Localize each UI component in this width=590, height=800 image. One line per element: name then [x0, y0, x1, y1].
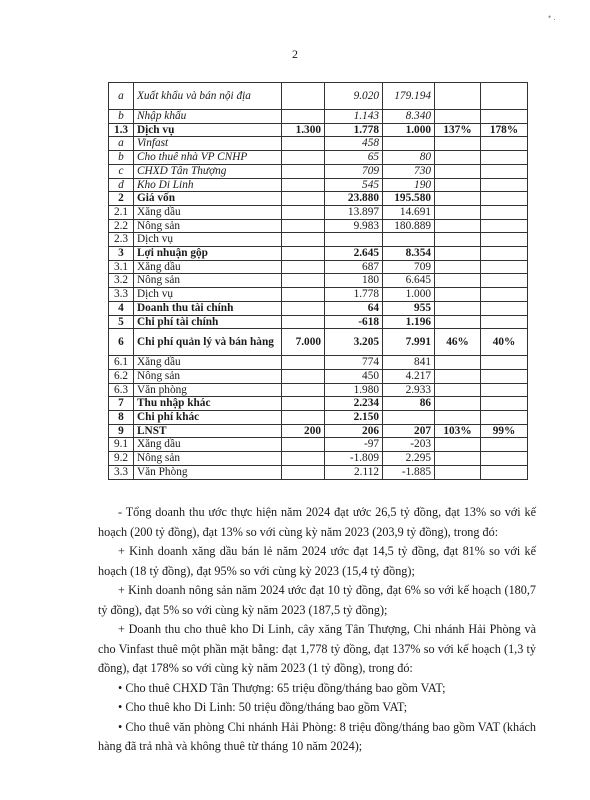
cell-actual: -97 — [325, 438, 383, 452]
cell-previous-year: 730 — [383, 164, 435, 178]
table-row — [109, 369, 528, 383]
table-row — [109, 411, 528, 425]
cell-index: 6.2 — [109, 369, 134, 383]
cell-previous-year: 190 — [383, 178, 435, 192]
cell-percent-plan — [435, 83, 481, 110]
cell-previous-year: 2.295 — [383, 452, 435, 466]
cell-actual: -1.809 — [325, 452, 383, 466]
cell-index: 3.3 — [109, 465, 134, 479]
cell-index: 4 — [109, 301, 134, 315]
cell-item-name: CHXD Tân Thượng — [134, 164, 282, 178]
cell-index: a — [109, 137, 134, 151]
cell-percent-plan: 46% — [435, 329, 481, 356]
cell-actual: 9.983 — [325, 219, 383, 233]
cell-item-name: LNST — [134, 424, 282, 438]
table-row — [109, 192, 528, 206]
cell-percent-plan — [435, 383, 481, 397]
cell-plan — [282, 397, 325, 411]
cell-plan — [282, 260, 325, 274]
cell-item-name: Nông sản — [134, 452, 282, 466]
cell-index: 9.2 — [109, 452, 134, 466]
cell-plan — [282, 83, 325, 110]
table-row — [109, 164, 528, 178]
cell-previous-year: 2.933 — [383, 383, 435, 397]
cell-previous-year: 180.889 — [383, 219, 435, 233]
body-text — [98, 503, 536, 757]
cell-previous-year: 1.000 — [383, 123, 435, 137]
cell-percent-plan — [435, 110, 481, 124]
table-row — [109, 465, 528, 479]
cell-item-name: Cho thuê nhà VP CNHP — [134, 151, 282, 165]
cell-item-name: Giá vốn — [134, 192, 282, 206]
table-row — [109, 260, 528, 274]
cell-item-name: Doanh thu tài chính — [134, 301, 282, 315]
table-row — [109, 397, 528, 411]
table-row — [109, 356, 528, 370]
cell-actual: 1.778 — [325, 288, 383, 302]
cell-percent-previous — [481, 301, 528, 315]
cell-item-name: Văn phòng — [134, 383, 282, 397]
cell-item-name: Nông sản — [134, 274, 282, 288]
table-row — [109, 301, 528, 315]
cell-previous-year: 4.217 — [383, 369, 435, 383]
cell-percent-previous — [481, 315, 528, 329]
cell-item-name: Vinfast — [134, 137, 282, 151]
table-body — [109, 83, 528, 480]
cell-percent-previous — [481, 192, 528, 206]
cell-item-name: Dịch vụ — [134, 288, 282, 302]
cell-item-name: Xăng dầu — [134, 205, 282, 219]
cell-plan — [282, 219, 325, 233]
bullet-tan-thuong: • Cho thuê CHXD Tân Thượng: 65 triệu đồng/tháng bao gồm VAT; — [118, 680, 446, 695]
cell-percent-plan — [435, 465, 481, 479]
cell-percent-plan — [435, 452, 481, 466]
cell-actual: -618 — [325, 315, 383, 329]
cell-index: a — [109, 83, 134, 110]
cell-item-name: Xăng dầu — [134, 438, 282, 452]
cell-plan — [282, 369, 325, 383]
cell-actual: 687 — [325, 260, 383, 274]
table-row — [109, 233, 528, 247]
cell-plan — [282, 110, 325, 124]
cell-actual: 3.205 — [325, 329, 383, 356]
cell-index: c — [109, 164, 134, 178]
table-row — [109, 247, 528, 261]
cell-actual: 2.234 — [325, 397, 383, 411]
cell-index: 2.1 — [109, 205, 134, 219]
cell-item-name: Kho Di Linh — [134, 178, 282, 192]
cell-previous-year: 1.000 — [383, 288, 435, 302]
cell-plan — [282, 411, 325, 425]
cell-percent-previous — [481, 383, 528, 397]
cell-item-name: Xăng dầu — [134, 260, 282, 274]
cell-item-name: Nông sản — [134, 219, 282, 233]
cell-item-name: Chi phí khác — [134, 411, 282, 425]
cell-actual: 458 — [325, 137, 383, 151]
cell-percent-previous — [481, 110, 528, 124]
cell-plan — [282, 274, 325, 288]
cell-index: b — [109, 110, 134, 124]
cell-item-name: Xuất khẩu và bán nội địa — [134, 83, 282, 110]
cell-item-name: Nhập khẩu — [134, 110, 282, 124]
cell-plan — [282, 233, 325, 247]
cell-item-name: Chi phí tài chính — [134, 315, 282, 329]
cell-actual: 13.897 — [325, 205, 383, 219]
cell-index: 6 — [109, 329, 134, 356]
cell-percent-previous — [481, 397, 528, 411]
paragraph-fuel-retail: + Kinh doanh xăng dầu bán lẻ năm 2024 ước đạt 14,5 tỷ đồng, đạt 81% so với kế hoạch (18 tỷ đồng), đạt 95% so với cùng kỳ 2023 (15,4 tỷ đồng); — [98, 544, 536, 578]
cell-percent-plan — [435, 233, 481, 247]
cell-plan: 1.300 — [282, 123, 325, 137]
cell-plan — [282, 315, 325, 329]
cell-index: 1.3 — [109, 123, 134, 137]
cell-plan — [282, 151, 325, 165]
cell-plan — [282, 137, 325, 151]
cell-plan — [282, 438, 325, 452]
cell-previous-year: 8.340 — [383, 110, 435, 124]
cell-percent-previous — [481, 151, 528, 165]
cell-actual: 2.150 — [325, 411, 383, 425]
table-row — [109, 438, 528, 452]
cell-previous-year: 80 — [383, 151, 435, 165]
cell-index: b — [109, 151, 134, 165]
cell-index: 2.2 — [109, 219, 134, 233]
table-row — [109, 123, 528, 137]
paragraph-agri-products: + Kinh doanh nông sản năm 2024 ước đạt 10 tỷ đồng, đạt 6% so với kế hoạch (180,7 tỷ đồng), đạt 5% so với cùng kỳ năm 2023 (187,5 tỷ đồng); — [98, 583, 536, 617]
cell-percent-previous — [481, 288, 528, 302]
cell-percent-previous — [481, 438, 528, 452]
cell-percent-previous — [481, 178, 528, 192]
cell-previous-year: 195.580 — [383, 192, 435, 206]
cell-previous-year — [383, 233, 435, 247]
cell-previous-year: -203 — [383, 438, 435, 452]
cell-actual: 65 — [325, 151, 383, 165]
paragraph-total-revenue: - Tổng doanh thu ước thực hiện năm 2024 đạt ước 26,5 tỷ đồng, đạt 13% so với kế hoạch (200 tỷ đồng), đạt 13% so với cùng kỳ năm 2023 (203,9 tỷ đồng), trong đó: — [98, 505, 536, 539]
cell-plan — [282, 164, 325, 178]
cell-percent-previous — [481, 205, 528, 219]
cell-percent-plan: 103% — [435, 424, 481, 438]
cell-item-name: Dịch vụ — [134, 233, 282, 247]
cell-actual: 9.020 — [325, 83, 383, 110]
cell-index: 2 — [109, 192, 134, 206]
cell-index: 8 — [109, 411, 134, 425]
cell-index: 9 — [109, 424, 134, 438]
cell-previous-year: 709 — [383, 260, 435, 274]
table-row — [109, 424, 528, 438]
cell-percent-plan — [435, 219, 481, 233]
cell-item-name: Lợi nhuận gộp — [134, 247, 282, 261]
cell-actual: 774 — [325, 356, 383, 370]
cell-percent-plan: 137% — [435, 123, 481, 137]
table-row — [109, 274, 528, 288]
cell-plan — [282, 178, 325, 192]
table-row — [109, 452, 528, 466]
cell-plan — [282, 301, 325, 315]
cell-index: d — [109, 178, 134, 192]
cell-actual: 1.980 — [325, 383, 383, 397]
cell-index: 3.1 — [109, 260, 134, 274]
cell-percent-plan — [435, 247, 481, 261]
table-row — [109, 137, 528, 151]
cell-index: 5 — [109, 315, 134, 329]
cell-actual: 2.645 — [325, 247, 383, 261]
cell-percent-plan — [435, 151, 481, 165]
table-row — [109, 205, 528, 219]
cell-percent-previous — [481, 137, 528, 151]
cell-percent-plan — [435, 164, 481, 178]
cell-percent-plan — [435, 192, 481, 206]
cell-index: 9.1 — [109, 438, 134, 452]
table-row — [109, 178, 528, 192]
cell-percent-previous — [481, 274, 528, 288]
cell-percent-plan — [435, 397, 481, 411]
cell-actual: 545 — [325, 178, 383, 192]
cell-item-name: Xăng dầu — [134, 356, 282, 370]
cell-percent-previous — [481, 411, 528, 425]
table-row — [109, 383, 528, 397]
cell-percent-plan — [435, 301, 481, 315]
cell-percent-previous — [481, 83, 528, 110]
cell-percent-plan — [435, 315, 481, 329]
cell-actual: 1.143 — [325, 110, 383, 124]
cell-plan — [282, 205, 325, 219]
cell-percent-plan — [435, 438, 481, 452]
table-row — [109, 151, 528, 165]
cell-percent-previous: 178% — [481, 123, 528, 137]
financial-table — [108, 82, 528, 480]
cell-previous-year — [383, 137, 435, 151]
cell-plan — [282, 356, 325, 370]
cell-index: 3.3 — [109, 288, 134, 302]
cell-previous-year: 1.196 — [383, 315, 435, 329]
cell-previous-year: 8.354 — [383, 247, 435, 261]
cell-percent-plan — [435, 411, 481, 425]
cell-percent-previous — [481, 356, 528, 370]
cell-item-name: Chi phí quản lý và bán hàng — [134, 329, 282, 356]
cell-percent-previous — [481, 247, 528, 261]
cell-percent-plan — [435, 205, 481, 219]
table-row — [109, 329, 528, 356]
bullet-hai-phong: • Cho thuê văn phòng Chi nhánh Hải Phòng: 8 triệu đồng/tháng bao gồm VAT (khách hàng đã trả nhà và không thuê từ tháng 10 năm 2024); — [98, 719, 536, 753]
cell-actual: 450 — [325, 369, 383, 383]
cell-previous-year: 7.991 — [383, 329, 435, 356]
table-row — [109, 83, 528, 110]
cell-previous-year: 207 — [383, 424, 435, 438]
cell-previous-year: -1.885 — [383, 465, 435, 479]
cell-percent-plan — [435, 369, 481, 383]
corner-mark: • . — [548, 12, 556, 22]
cell-plan — [282, 247, 325, 261]
cell-plan — [282, 383, 325, 397]
cell-previous-year: 14.691 — [383, 205, 435, 219]
cell-actual: 1.778 — [325, 123, 383, 137]
cell-actual — [325, 233, 383, 247]
cell-actual: 23.880 — [325, 192, 383, 206]
cell-percent-previous: 99% — [481, 424, 528, 438]
cell-previous-year: 955 — [383, 301, 435, 315]
cell-previous-year: 179.194 — [383, 83, 435, 110]
cell-index: 6.3 — [109, 383, 134, 397]
cell-percent-previous — [481, 369, 528, 383]
cell-percent-previous — [481, 452, 528, 466]
cell-percent-plan — [435, 356, 481, 370]
cell-item-name: Thu nhập khác — [134, 397, 282, 411]
table-row — [109, 288, 528, 302]
cell-plan — [282, 288, 325, 302]
cell-item-name: Dịch vụ — [134, 123, 282, 137]
cell-previous-year: 841 — [383, 356, 435, 370]
cell-actual: 709 — [325, 164, 383, 178]
cell-percent-plan — [435, 178, 481, 192]
paragraph-rental-services: + Doanh thu cho thuê kho Di Linh, cây xăng Tân Thượng, Chi nhánh Hải Phòng và cho Vinfast thuê một phần mặt bằng: đạt 1,778 tỷ đồng, đạt 137% so với kế hoạch (1,3 tỷ đồng), đạt 178% so với cùng kỳ năm 2023 (1 tỷ đồng), trong đó: — [98, 622, 536, 675]
cell-actual: 180 — [325, 274, 383, 288]
cell-index: 3 — [109, 247, 134, 261]
page-number: 2 — [292, 47, 298, 61]
cell-previous-year — [383, 411, 435, 425]
table-row — [109, 110, 528, 124]
cell-previous-year: 86 — [383, 397, 435, 411]
cell-percent-previous — [481, 219, 528, 233]
cell-percent-previous — [481, 164, 528, 178]
cell-plan — [282, 465, 325, 479]
cell-index: 6.1 — [109, 356, 134, 370]
cell-percent-previous — [481, 260, 528, 274]
cell-actual: 64 — [325, 301, 383, 315]
cell-percent-plan — [435, 288, 481, 302]
table-row — [109, 219, 528, 233]
cell-actual: 2.112 — [325, 465, 383, 479]
cell-plan: 7.000 — [282, 329, 325, 356]
bullet-di-linh: • Cho thuê kho Di Linh: 50 triệu đồng/tháng bao gồm VAT; — [118, 700, 408, 714]
cell-item-name: Văn Phòng — [134, 465, 282, 479]
cell-index: 3.2 — [109, 274, 134, 288]
cell-percent-plan — [435, 274, 481, 288]
cell-index: 7 — [109, 397, 134, 411]
cell-previous-year: 6.645 — [383, 274, 435, 288]
cell-percent-previous: 40% — [481, 329, 528, 356]
cell-percent-plan — [435, 137, 481, 151]
cell-percent-previous — [481, 465, 528, 479]
cell-plan — [282, 452, 325, 466]
cell-percent-plan — [435, 260, 481, 274]
cell-plan — [282, 192, 325, 206]
cell-item-name: Nông sản — [134, 369, 282, 383]
table-row — [109, 315, 528, 329]
cell-actual: 206 — [325, 424, 383, 438]
cell-index: 2.3 — [109, 233, 134, 247]
cell-percent-previous — [481, 233, 528, 247]
cell-plan: 200 — [282, 424, 325, 438]
